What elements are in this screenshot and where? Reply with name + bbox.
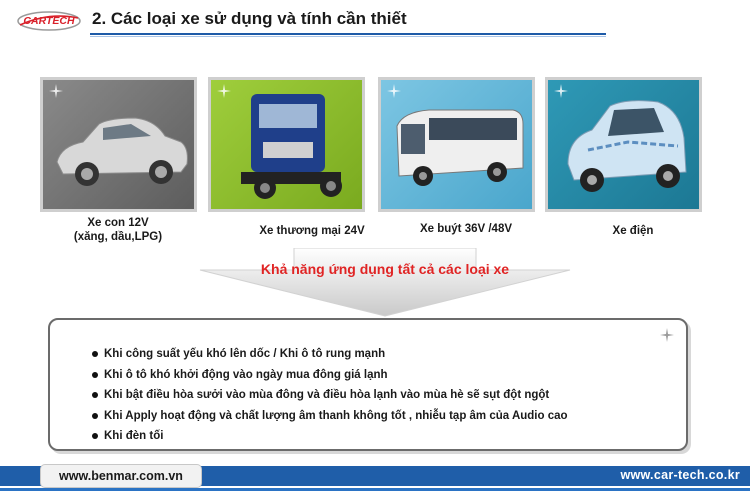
sedan-car-icon	[43, 80, 194, 209]
list-item	[92, 365, 568, 386]
list-item-text: Khi công suất yếu khó lên dốc / Khi ô tô rung mạnh	[104, 348, 386, 360]
bus-icon	[381, 80, 532, 209]
sparkle-icon	[660, 328, 674, 342]
logo-text: CARTECH	[23, 15, 75, 27]
bullet-dot-icon	[92, 413, 98, 419]
caption-sedan	[38, 216, 198, 244]
caption-sedan-line2: (xăng, dầu,LPG)	[73, 231, 163, 243]
sparkle-icon	[49, 84, 63, 98]
title-underline	[90, 33, 606, 35]
bullet-dot-icon	[92, 392, 98, 398]
list-item-text: Khi Apply hoạt động và chất lượng âm thanh không tốt , nhiễu tạp âm của Audio cao	[104, 409, 568, 422]
caption-truck: Xe thương mại 24V	[259, 225, 365, 237]
bullet-dot-icon	[92, 433, 98, 439]
conditions-box	[48, 318, 688, 451]
caption-electric: Xe điện	[612, 225, 654, 237]
vehicle-card-electric	[545, 77, 702, 212]
sparkle-icon	[217, 84, 231, 98]
vehicle-card-sedan	[40, 77, 197, 212]
list-item	[92, 426, 568, 447]
footer-line	[0, 488, 750, 491]
vehicle-card-bus	[378, 77, 535, 212]
list-item-text: Khi đèn tối	[104, 430, 164, 442]
bullet-dot-icon	[92, 351, 98, 357]
footer-link-benmar[interactable]: www.benmar.com.vn	[40, 464, 202, 488]
title-underline-light	[90, 36, 606, 37]
list-item	[92, 385, 568, 406]
down-arrow-icon	[198, 248, 572, 318]
sparkle-icon	[554, 84, 568, 98]
conditions-list	[92, 344, 568, 447]
list-item	[92, 344, 568, 365]
list-item-text: Khi bật điều hòa sưởi vào mùa đông và điều hòa lạnh vào mùa hè sẽ sụt đột ngột	[104, 389, 550, 401]
list-item-text: Khi ô tô khó khởi động vào ngày mua đông giá lạnh	[104, 368, 388, 381]
page-title: 2. Các loại xe sử dụng và tính cần thiết	[92, 9, 407, 28]
cartech-logo	[16, 10, 82, 32]
application-headline: Khả năng ứng dụng tất cả các loại xe	[260, 261, 510, 277]
list-item	[92, 406, 568, 427]
caption-sedan-line1: Xe con 12V	[87, 217, 149, 229]
vehicle-card-truck	[208, 77, 365, 212]
truck-icon	[211, 80, 362, 209]
footer-link-cartech[interactable]: www.car-tech.co.kr	[620, 468, 740, 482]
caption-bus: Xe buýt 36V /48V	[419, 223, 513, 235]
sparkle-icon	[387, 84, 401, 98]
bullet-dot-icon	[92, 372, 98, 378]
electric-car-icon	[548, 80, 699, 209]
